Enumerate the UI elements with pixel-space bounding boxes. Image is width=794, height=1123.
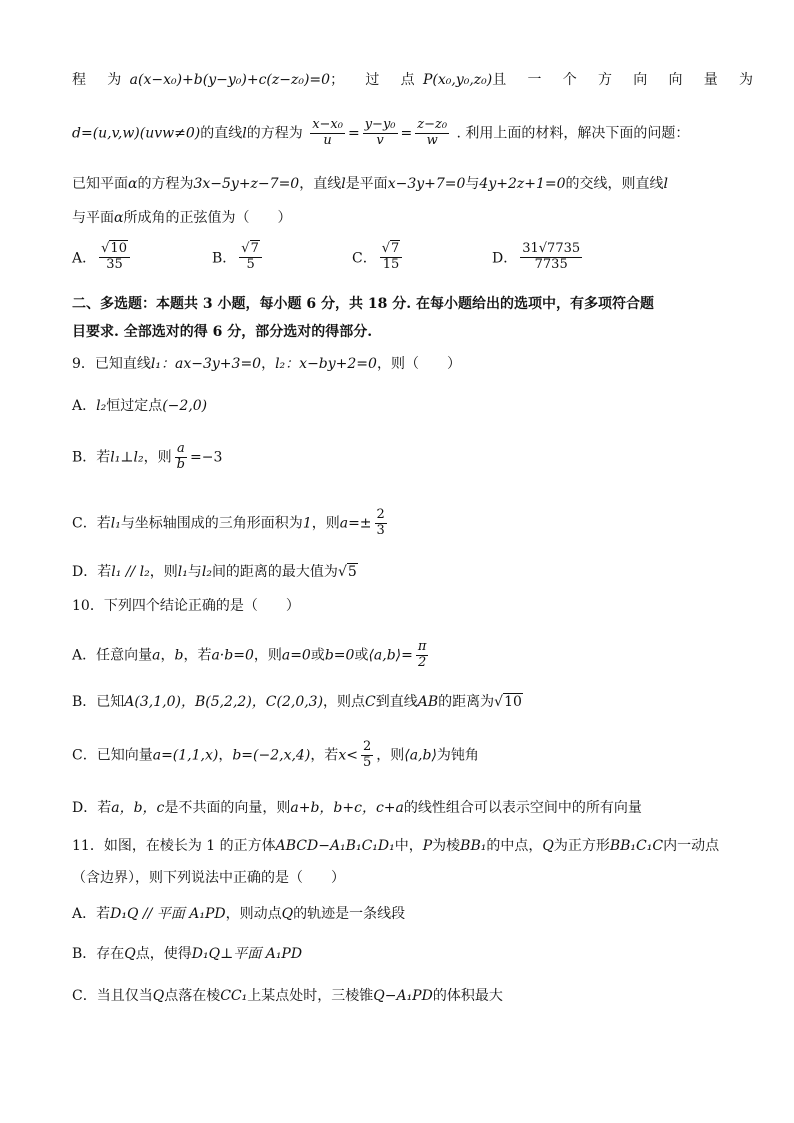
text-fragment: =−3 — [189, 449, 223, 466]
section-heading-cont: 目要求. 全部选对的得 6 分，部分选对的得部分. — [72, 324, 373, 340]
q9-option-b — [72, 442, 726, 473]
text-fragment: D．若 — [72, 800, 112, 816]
text-fragment: 9．已知直线 — [72, 356, 151, 372]
text: 是平面 — [345, 176, 388, 192]
text-fragment: B．若 — [72, 449, 111, 466]
text-fragment: D． — [492, 250, 518, 267]
text-fragment: l₂ — [201, 564, 212, 580]
text-fragment: 11．如图，在棱长为 1 的正方体 — [72, 838, 276, 854]
text: 的交线，则直线 — [565, 176, 664, 192]
alpha: α — [128, 176, 138, 192]
text-fragment: (−2,0) — [162, 398, 208, 414]
line-l: l — [242, 125, 247, 142]
text-fragment: D₁Q⊥平面 A₁PD — [191, 946, 303, 962]
text-fragment: C． — [352, 250, 377, 267]
text-fragment: 是不共面的向量，则 — [164, 800, 291, 816]
text: 且 一 个 方 向 向 量 为 — [492, 72, 762, 88]
text-fragment: 的线性组合可以表示空间中的所有向量 — [403, 800, 642, 816]
text-fragment: ⟨a,b⟩= — [368, 647, 413, 664]
text-fragment: C．若 — [72, 515, 111, 532]
text-fragment: 10 — [504, 694, 522, 710]
text-fragment: 为棱 — [432, 838, 461, 854]
text-fragment: v — [376, 132, 384, 148]
text-fragment: ，则（ ） — [376, 356, 461, 372]
text-fragment: 7735 — [534, 256, 568, 272]
text-fragment: A．若 — [72, 906, 111, 922]
text-fragment: y−y₀ — [364, 117, 396, 132]
text-fragment: 点，使得 — [135, 946, 192, 962]
text-fragment: C．已知向量 — [72, 747, 153, 764]
text-fragment: C．当且仅当 — [72, 988, 153, 1004]
text-fragment: l₂：x−by+2=0 — [275, 356, 377, 372]
line-l: l — [663, 176, 668, 192]
text-fragment: A． — [72, 250, 97, 267]
text-fragment: ，则点 — [323, 694, 366, 710]
text-fragment: C — [365, 694, 376, 710]
q8-stem-line4 — [72, 210, 726, 227]
text-fragment: 5 — [362, 754, 372, 770]
text: 与平面 — [72, 210, 114, 226]
text-fragment: a=0 — [281, 647, 311, 664]
text-fragment: B．存在 — [72, 946, 125, 962]
fraction-x — [310, 118, 345, 149]
text-fragment: Q — [542, 838, 554, 854]
text-fragment: 为正方形 — [553, 838, 610, 854]
text-fragment: ，则动点 — [225, 906, 282, 922]
text-fragment: 中， — [394, 838, 423, 854]
text: . 利用上面的材料，解决下面的问题： — [456, 125, 690, 142]
text-fragment: 7 — [250, 241, 259, 256]
text-fragment: 上某点处时，三棱锥 — [247, 988, 374, 1004]
text-fragment: D₁Q // 平面 A₁PD — [110, 906, 226, 922]
point-p: P(x₀,y₀,z₀) — [422, 72, 493, 88]
text-fragment: a=(1,1,x) — [152, 747, 219, 764]
q11-option-a — [72, 906, 726, 923]
text: 所成角的正弦值为（ ） — [123, 210, 292, 226]
text-fragment: ， — [218, 747, 233, 764]
q10-option-b: B．已知A(3,1,0)，B(5,2,2)，C(2,0,3)，则点C到直线AB的距离为√10 — [72, 694, 522, 710]
text-fragment: 35 — [106, 256, 123, 272]
text: 的方程为 — [137, 176, 194, 192]
q8-option-c: C． $\frac{√7}{15}$ — [352, 242, 405, 273]
q9-option-c — [72, 508, 726, 539]
text-fragment: BB₁C₁C — [609, 838, 664, 854]
text-fragment: 10 — [110, 241, 127, 256]
q11-option-c — [72, 988, 726, 1005]
text-fragment: 或 — [354, 647, 369, 664]
q11-stem — [72, 838, 726, 855]
text-fragment: D．若 — [72, 564, 112, 580]
text-fragment: 5 — [347, 564, 357, 580]
text-fragment: z−z₀ — [417, 117, 448, 132]
text-fragment: A． — [72, 398, 97, 414]
text-fragment: ，若 — [183, 647, 212, 664]
text-fragment: 或 — [310, 647, 325, 664]
text-fragment: 的体积最大 — [432, 988, 503, 1004]
fraction-y — [363, 118, 398, 149]
direction-vector: d=(u,v,w)(uvw≠0) — [72, 125, 201, 142]
text-fragment: B．已知 — [72, 694, 125, 710]
text-fragment: l₂ — [96, 398, 107, 414]
text-fragment: CC₁ — [220, 988, 248, 1004]
text-fragment: 到直线 — [375, 694, 418, 710]
text-fragment: x< — [338, 747, 358, 764]
text-fragment: 点落在棱 — [164, 988, 221, 1004]
text: ； 过 点 — [330, 72, 423, 88]
text-fragment: l₁ — [110, 515, 121, 532]
text-fragment: ， — [261, 356, 276, 372]
text-fragment: b=(−2,x,4) — [232, 747, 311, 764]
text-fragment: ABCD−A₁B₁C₁D₁ — [275, 838, 395, 854]
text-fragment: b — [174, 647, 184, 664]
text: 程 为 — [72, 72, 130, 88]
q9-option-d: D．若l₁ // l₂，则l₁与l₂间的距离的最大值为√5 — [72, 564, 357, 580]
text-fragment: ⟨a,b⟩ — [404, 747, 437, 764]
text-fragment: a，b，c — [111, 800, 165, 816]
text-fragment: 为钝角 — [436, 747, 479, 764]
text-fragment: l₁ — [177, 564, 188, 580]
text: 与 — [465, 176, 480, 192]
q11-stem-cont: （含边界），则下列说法中正确的是（ ） — [72, 870, 345, 886]
text-fragment: ，则 — [149, 564, 178, 580]
text-fragment: 7 — [391, 241, 400, 256]
text-fragment: 1 — [302, 515, 312, 532]
fraction-z — [415, 118, 449, 149]
q10-stem: 10．下列四个结论正确的是（ ） — [72, 598, 300, 614]
q8-option-d — [492, 242, 585, 273]
equation: 3x−5y+z−7=0 — [193, 176, 300, 192]
text-fragment: A．任意向量 — [72, 647, 153, 664]
text-fragment: ，则 — [143, 449, 172, 466]
text-fragment: 的中点， — [486, 838, 543, 854]
text-fragment: 与坐标轴围成的三角形面积为 — [120, 515, 303, 532]
text-fragment: 内一动点 — [663, 838, 720, 854]
text-fragment: A(3,1,0)，B(5,2,2)，C(2,0,3) — [124, 694, 324, 710]
equation: 4y+2z+1=0 — [479, 176, 566, 192]
text: 已知平面 — [72, 176, 128, 192]
text-fragment: P — [422, 838, 433, 854]
plane-equation: a(x−x₀)+b(y−y₀)+c(z−z₀)=0 — [129, 72, 331, 88]
text-fragment: 3 — [376, 522, 385, 538]
text-fragment: 恒过定点 — [106, 398, 163, 414]
text-fragment: Q — [152, 988, 165, 1004]
text: 的方程为 — [246, 125, 303, 142]
q8-option-a: A． $\frac{√10}{35}$ — [72, 242, 133, 273]
text-fragment: w — [426, 132, 438, 148]
text-fragment: 的轨迹是一条线段 — [293, 906, 406, 922]
text-fragment: 5 — [246, 256, 255, 272]
text-fragment: 15 — [382, 256, 400, 272]
q8-stem-line1 — [72, 72, 762, 89]
text-fragment: l₁ // l₂ — [111, 564, 150, 580]
text-fragment: a=± — [339, 515, 372, 532]
text-fragment: ， — [160, 647, 175, 664]
text-fragment: 2 — [376, 507, 385, 522]
text-fragment: ，若 — [310, 747, 339, 764]
text: 的直线 — [200, 125, 243, 142]
text-fragment: x−x₀ — [312, 117, 343, 132]
text-fragment: 31√7735 — [522, 241, 581, 256]
q8-option-b: B． $\frac{√7}{5}$ — [212, 242, 265, 273]
text-fragment: 2 — [362, 739, 372, 754]
text-fragment: Q — [124, 946, 136, 962]
alpha: α — [114, 210, 124, 226]
text-fragment: Q — [281, 906, 294, 922]
q10-option-d — [72, 800, 726, 817]
text-fragment: ，则 — [253, 647, 282, 664]
q10-option-a — [72, 640, 726, 671]
q9-stem — [72, 356, 726, 373]
text-fragment: l₁：ax−3y+3=0 — [150, 356, 262, 372]
section-heading: 二、多选题：本题共 3 小题，每小题 6 分，共 18 分. 在每小题给出的选项中，有多项符合题 — [72, 296, 654, 312]
text-fragment: 间的距离的最大值为 — [211, 564, 338, 580]
text-fragment: a — [176, 441, 185, 456]
q10-option-c — [72, 740, 726, 771]
text-fragment: 与 — [187, 564, 202, 580]
text-fragment: l₁⊥l₂ — [110, 449, 144, 466]
q8-stem-line3 — [72, 176, 726, 193]
text: ，直线 — [299, 176, 342, 192]
q11-option-b — [72, 946, 726, 963]
text-fragment: a — [152, 647, 161, 664]
text-fragment: AB — [417, 694, 439, 710]
line-l: l — [341, 176, 346, 192]
text-fragment: B． — [212, 250, 237, 267]
text-fragment: BB₁ — [460, 838, 487, 854]
q8-stem-line2: d=(u,v,w)(uvw≠0)的直线l的方程为 $\frac{\text{x−x₀}}{u}$ = $\frac{\text{y−y₀}}{v}$ = $\frac{\text{z−z₀}}{w}$ . 利用上面的材料，解决下面的问题： — [72, 117, 690, 148]
text-fragment: ，则 — [376, 747, 405, 764]
text-fragment: π — [417, 639, 427, 654]
text-fragment: b=0 — [324, 647, 355, 664]
text-fragment: u — [323, 132, 332, 148]
text-fragment: 2 — [418, 654, 427, 670]
text-fragment: Q−A₁PD — [373, 988, 433, 1004]
text-fragment: a·b=0 — [211, 647, 254, 664]
text-fragment: ，则 — [311, 515, 340, 532]
q9-option-a — [72, 398, 726, 415]
text-fragment: 的距离为 — [438, 694, 495, 710]
text-fragment: b — [176, 456, 185, 472]
equation: x−3y+7=0 — [387, 176, 466, 192]
text-fragment: a+b，b+c，c+a — [290, 800, 404, 816]
